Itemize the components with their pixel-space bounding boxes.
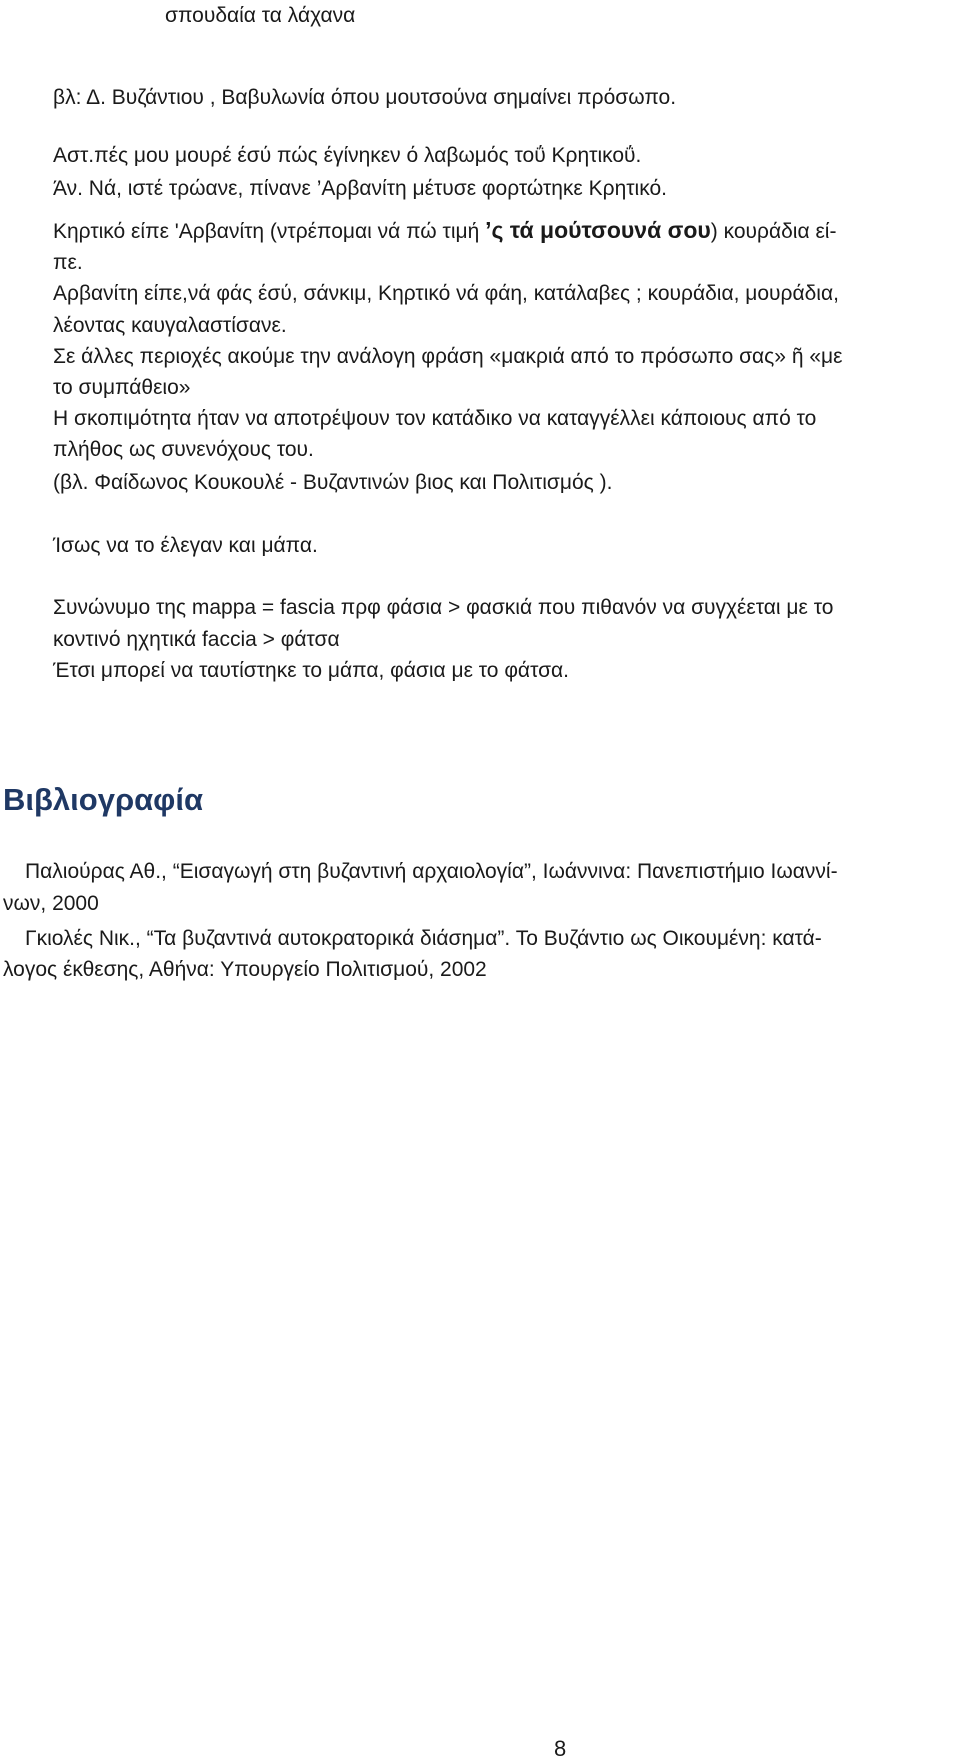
- text-segment: ) κουράδια εί-: [710, 220, 837, 243]
- text-line: βλ: Δ. Βυζάντιου , Βαβυλωνία όπου μουτσούνα σημαίνει πρόσωπο.: [53, 86, 677, 109]
- page-number: 8: [554, 1736, 567, 1761]
- text-line: Άν. Νά, ιστέ τρώανε, πίνανε ’Αρβανίτη μέτυσε φορτώτηκε Κρητικό.: [53, 177, 667, 200]
- text-line: πε.: [53, 251, 83, 274]
- text-line: κοντινό ηχητικά faccia > φάτσα: [53, 628, 340, 651]
- text-segment: Κηρτικό είπε 'Αρβανίτη (ντρέπομαι νά πώ τιμή: [53, 220, 480, 243]
- text-line: Η σκοπιμότητα ήταν να αποτρέψουν τον κατάδικο να καταγγέλλει κάποιους από το: [53, 407, 817, 430]
- text-line: Αρβανίτη είπε,νά φάς έσύ, σάνκιμ, Κηρτικό νά φάη, κατάλαβες ; κουράδια, μουράδια,: [53, 282, 839, 305]
- text-line: λέοντας καυγαλαστίσανε.: [53, 314, 287, 337]
- bibliography-entry-line: λογος έκθεσης, Αθήνα: Υπουργείο Πολιτισμού, 2002: [3, 958, 487, 981]
- emphasis-text: ’ς τά μούτσουνά σου: [485, 217, 711, 243]
- text-line-mixed: [53, 216, 836, 246]
- text-line: πλήθος ως συνενόχους του.: [53, 438, 314, 461]
- bibliography-entry-line: νων, 2000: [3, 892, 99, 915]
- text-line: Σε άλλες περιοχές ακούμε την ανάλογη φράση «μακριά από το πρόσωπο σας» ῆ «με: [53, 345, 843, 368]
- text-line: σπουδαία τα λάχανα: [165, 4, 356, 27]
- bibliography-entry-line: Γκιολές Νικ., “Τα βυζαντινά αυτοκρατορικά διάσημα”. Το Βυζάντιο ως Οικουμένη: κατά-: [25, 927, 822, 950]
- text-line: Ίσως να το έλεγαν και μάπα.: [53, 534, 318, 557]
- text-line: το συμπάθειο»: [53, 376, 191, 399]
- bibliography-entry-line: Παλιούρας Αθ., “Εισαγωγή στη βυζαντινή αρχαιολογία”, Ιωάννινα: Πανεπιστήμιο Ιωαννί-: [25, 860, 838, 883]
- text-line: Αστ.πές μου μουρέ έσύ πώς έγίνηκεν ό λαβωμός τοΰ Κρητικοΰ.: [53, 144, 642, 167]
- text-line: (βλ. Φαίδωνος Κουκουλέ - Βυζαντινών βιος και Πολιτισμός ).: [53, 471, 613, 494]
- bibliography-heading: Βιβλιογραφία: [3, 782, 204, 817]
- text-line: Έτσι μπορεί να ταυτίστηκε το μάπα, φάσια με το φάτσα.: [53, 659, 570, 682]
- text-line: Συνώνυμο της mappa = fascia πρφ φάσια > φασκιά που πιθανόν να συγχέεται με το: [53, 596, 834, 619]
